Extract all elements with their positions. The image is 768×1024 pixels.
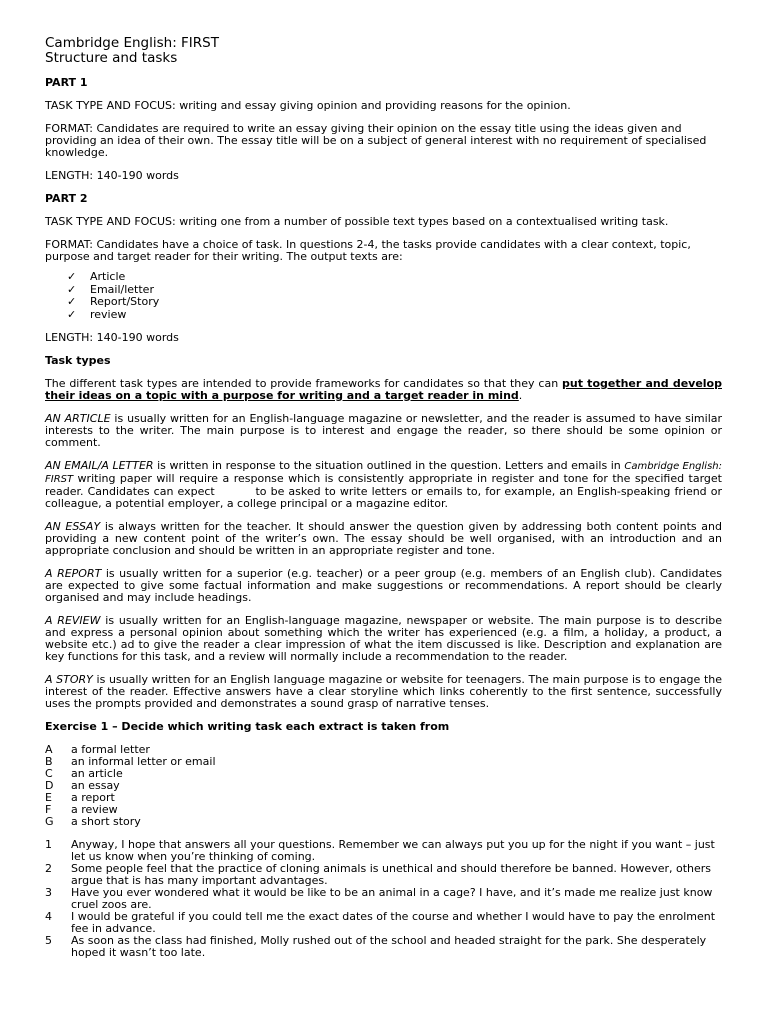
report-description: A REPORT is usually written for a superior (e.g. teacher) or a peer group (e.g. members of an English club). Candidates are expected to give some factual information and make suggestions or recommendations. A report should be clearly organised and may include headings. [45, 567, 722, 604]
title-line-2: Structure and tasks [45, 50, 178, 66]
task-types-intro: The different task types are intended to provide frameworks for candidates so that they can put together and develop their ideas on a topic with a purpose for writing and a target reader in mind. [45, 377, 722, 402]
review-description: A REVIEW is usually written for an English-language magazine, newspaper or website. The main purpose is to describe and express a personal opinion about something which the writer has experienced (e.g. a film, a holiday, a product, a website etc.) ad to give the reader a clear impression of what the item discussed is like. Description and explanation are key functions for this task, and a review will normally include a recommendation to the reader. [45, 614, 723, 663]
part1-length: LENGTH: 140-190 words [45, 169, 179, 182]
list-item: 5 As soon as the class had finished, Molly rushed out of the school and headed straight for the park. She desperately hoped it wasn’t too late. [45, 934, 707, 959]
title-line-1: Cambridge English: FIRST [45, 35, 219, 51]
list-item: E a report [45, 791, 115, 804]
options-list [45, 744, 722, 828]
output-types-list [45, 271, 722, 321]
check-icon: ✓ [67, 282, 77, 296]
list-item: D an essay [45, 779, 120, 792]
list-item: ✓ Email/letter [67, 282, 154, 296]
list-item: ✓ Article [67, 270, 126, 283]
list-item: A a formal letter [45, 743, 150, 756]
list-item: ✓ review [67, 307, 127, 321]
list-item: F a review [45, 803, 118, 816]
check-icon: ✓ [67, 270, 77, 283]
document-title [45, 36, 722, 66]
part2-task-type: TASK TYPE AND FOCUS: writing one from a number of possible text types based on a contextualised writing task. [45, 215, 669, 228]
email-description: AN EMAIL/A LETTER is written in response to the situation outlined in the question. Letters and emails in Cambridge English: FIRST writing paper will require a response which is consistently appropriate in register and tone for the specified target reader. Candidates can expect to be asked to write letters or emails to, for example, an English-speaking friend or colleague, a potential employer, a college principal or a magazine editor. [45, 459, 726, 510]
essay-description: AN ESSAY is always written for the teacher. It should answer the question given by addressing both content points and providing a new content point of the writer’s own. The essay should be well organised, with an introduction and an appropriate conclusion and should be written in an appropriate register and tone. [45, 520, 722, 557]
task-types-heading: Task types [45, 354, 111, 367]
part1-heading: PART 1 [45, 76, 88, 89]
check-icon: ✓ [67, 295, 77, 308]
list-item: 3 Have you ever wondered what it would be like to be an animal in a cage? I have, and it’s made me realize just know cruel zoos are. [45, 886, 713, 911]
part2-length: LENGTH: 140-190 words [45, 331, 179, 344]
extracts-list [45, 839, 722, 959]
list-item: 1 Anyway, I hope that answers all your questions. Remember we can always put you up for the night if you want – just let us know when you’re thinking of coming. [45, 838, 715, 863]
part2-heading: PART 2 [45, 192, 88, 205]
part1-task-type: TASK TYPE AND FOCUS: writing and essay giving opinion and providing reasons for the opinion. [45, 99, 571, 112]
part2-format: FORMAT: Candidates have a choice of task. In questions 2-4, the tasks provide candidates with a clear context, topic, purpose and target reader for their writing. The output texts are: [45, 238, 691, 263]
list-item: ✓ Report/Story [67, 295, 160, 308]
exercise-heading: Exercise 1 – Decide which writing task each extract is taken from [45, 720, 450, 733]
part1-format: FORMAT: Candidates are required to write an essay giving their opinion on the essay title using the ideas given and providing an idea of their own. The essay title will be on a subject of general interest with no requirement of specialised knowledge. [45, 122, 707, 159]
article-description: AN ARTICLE is usually written for an English-language magazine or newsletter, and the reader is assumed to have similar interests to the writer. The main purpose is to interest and engage the reader, so there should be some opinion or comment. [45, 412, 723, 449]
list-item: C an article [45, 767, 123, 780]
check-icon: ✓ [67, 307, 77, 321]
list-item: 4 I would be grateful if you could tell me the exact dates of the course and whether I would have to pay the enrolment fee in advance. [45, 910, 716, 935]
list-item: G a short story [45, 815, 141, 828]
list-item: 2 Some people feel that the practice of cloning animals is unethical and should therefore be banned. However, others argue that is has many important advantages. [45, 862, 712, 887]
story-description: A STORY is usually written for an English language magazine or website for teenagers. The main purpose is to engage the interest of the reader. Effective answers have a clear storyline which links coherently to the first sentence, successfully uses the prompts provided and demonstrates a sound grasp of narrative tenses. [45, 673, 722, 710]
list-item: B an informal letter or email [45, 755, 216, 768]
